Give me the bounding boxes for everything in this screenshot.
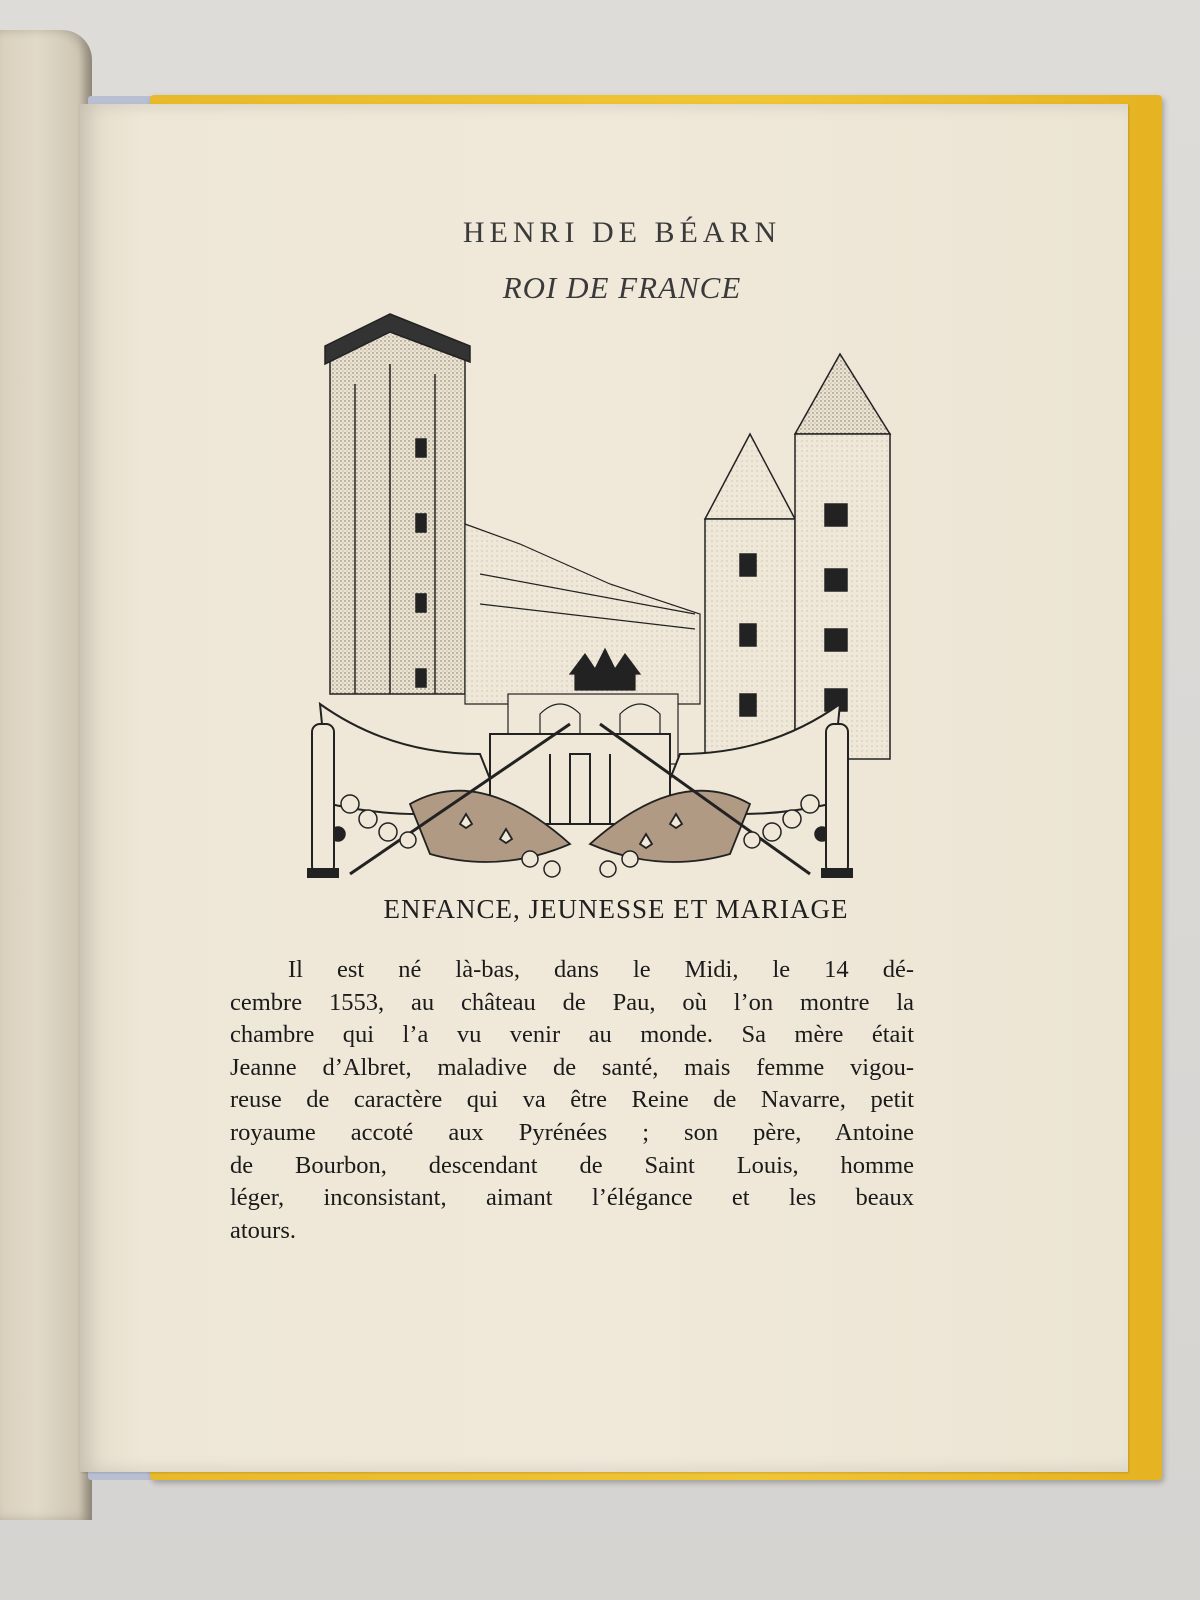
- book-page: [80, 104, 1128, 1472]
- chateau-illustration: [240, 284, 920, 884]
- book-title: HENRI DE BÉARN: [462, 216, 782, 249]
- paragraph-line: reuse de caractère qui va être Reine de Navarre, petit: [230, 1086, 914, 1114]
- left-tower: [325, 314, 470, 694]
- paragraph-line: Jeanne d’Albret, maladive de santé, mais femme vigou-: [230, 1053, 914, 1081]
- book-subtitle: ROI DE FRANCE: [502, 270, 742, 305]
- paragraph-line: atours.: [230, 1216, 296, 1244]
- paragraph-line: royaume accoté aux Pyrénées ; son père, Antoine: [230, 1118, 914, 1146]
- paragraph-line: chambre qui l’a vu venir au monde. Sa mère était: [230, 1021, 914, 1049]
- left-page-edge: [0, 30, 92, 1520]
- paragraph-line: Il est né là-bas, dans le Midi, le 14 dé-: [288, 956, 914, 983]
- chapter-heading: ENFANCE, JEUNESSE ET MARIAGE: [383, 894, 849, 924]
- central-building: [465, 524, 700, 764]
- paragraph-line: de Bourbon, descendant de Saint Louis, homme: [230, 1151, 914, 1179]
- paragraph-line: léger, inconsistant, aimant l’élégance et les beaux: [230, 1184, 914, 1212]
- paragraph-line: cembre 1553, au château de Pau, où l’on montre la: [230, 988, 914, 1016]
- chapter-paragraph: [230, 954, 914, 1247]
- right-towers: [705, 354, 890, 759]
